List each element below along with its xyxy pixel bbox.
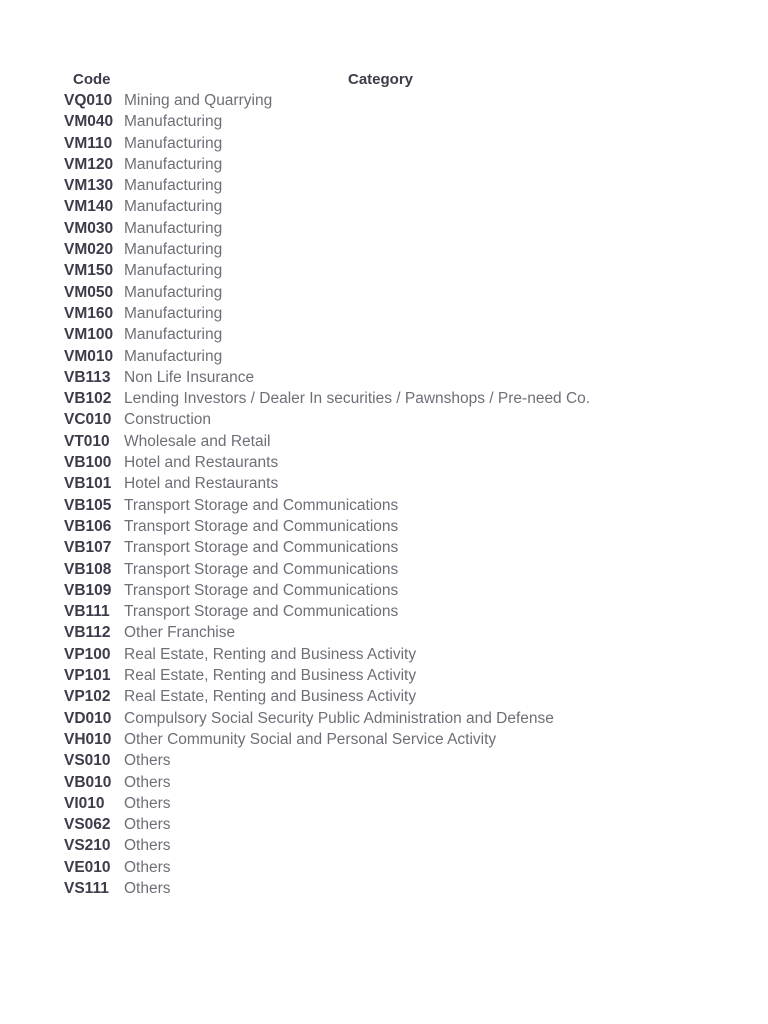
table-row	[0, 686, 768, 707]
row-code: VM050	[64, 283, 114, 301]
row-category: Others	[124, 837, 171, 855]
row-code: VM010	[64, 347, 114, 365]
table-row	[0, 601, 768, 622]
row-code: VB113	[64, 368, 111, 386]
row-code: VQ010	[64, 92, 113, 109]
table-row	[0, 473, 768, 494]
row-code: VB100	[64, 454, 112, 472]
row-category: Manufacturing	[124, 262, 223, 280]
table-row	[0, 452, 768, 473]
table-row	[0, 388, 768, 409]
table-row	[0, 431, 768, 452]
row-code: VM150	[64, 262, 114, 280]
row-category: Other Community Social and Personal Service Activity	[124, 730, 497, 748]
table-row	[0, 750, 768, 771]
table-body	[0, 90, 768, 899]
row-category: Mining and Quarrying	[124, 92, 273, 109]
row-code: VH010	[64, 730, 112, 748]
row-code: VB112	[64, 624, 111, 642]
row-category: Real Estate, Renting and Business Activity	[124, 667, 417, 685]
table-row	[0, 793, 768, 814]
table-row	[0, 111, 768, 132]
row-category: Manufacturing	[124, 347, 223, 365]
row-category: Hotel and Restaurants	[124, 454, 279, 472]
row-category: Transport Storage and Communications	[124, 603, 399, 621]
table-row	[0, 282, 768, 303]
row-category: Manufacturing	[124, 198, 223, 216]
row-code: VP101	[64, 667, 111, 685]
row-code: VP100	[64, 645, 111, 663]
row-code: VM160	[64, 304, 114, 322]
table-row	[0, 772, 768, 793]
row-category: Others	[124, 752, 171, 770]
row-code: VB108	[64, 560, 112, 578]
table-row	[0, 324, 768, 345]
table-row	[0, 516, 768, 537]
table-row	[0, 708, 768, 729]
table-row	[0, 367, 768, 388]
row-code: VM130	[64, 177, 114, 195]
row-category: Manufacturing	[124, 283, 223, 301]
row-category: Manufacturing	[124, 241, 223, 259]
row-code: VE010	[64, 858, 111, 876]
row-code: VM030	[64, 219, 114, 237]
row-category: Transport Storage and Communications	[124, 539, 399, 557]
row-code: VS062	[64, 816, 111, 834]
row-category: Compulsory Social Security Public Administration and Defense	[124, 709, 554, 727]
table-row	[0, 90, 768, 111]
row-code: VC010	[64, 411, 112, 429]
row-category: Manufacturing	[124, 304, 223, 322]
row-category: Manufacturing	[124, 177, 223, 195]
table-row	[0, 154, 768, 175]
table-row	[0, 814, 768, 835]
row-code: VD010	[64, 709, 112, 727]
row-category: Construction	[124, 411, 212, 429]
row-code: VM100	[64, 326, 114, 344]
row-category: Others	[124, 773, 171, 791]
row-code: VT010	[64, 432, 110, 450]
row-code: VB101	[64, 475, 112, 493]
table-row	[0, 409, 768, 430]
table-row	[0, 857, 768, 878]
row-code: VM120	[64, 155, 114, 173]
table-row	[0, 622, 768, 643]
table-row	[0, 559, 768, 580]
row-category: Transport Storage and Communications	[124, 496, 399, 514]
row-category: Manufacturing	[124, 219, 223, 237]
category-column-header: Category	[348, 71, 414, 88]
row-code: VB102	[64, 390, 112, 408]
row-category: Others	[124, 816, 171, 834]
table-row	[0, 260, 768, 281]
row-category: Manufacturing	[124, 326, 223, 344]
row-code: VS010	[64, 752, 111, 770]
row-category: Manufacturing	[124, 113, 223, 131]
row-code: VB109	[64, 581, 112, 599]
row-code: VM020	[64, 241, 114, 259]
row-category: Hotel and Restaurants	[124, 475, 279, 493]
row-category: Wholesale and Retail	[124, 432, 271, 450]
table-row	[0, 175, 768, 196]
row-category: Transport Storage and Communications	[124, 560, 399, 578]
row-category: Manufacturing	[124, 134, 223, 152]
table-row	[0, 729, 768, 750]
row-category: Others	[124, 794, 171, 812]
row-code: VB010	[64, 773, 112, 791]
row-code: VB111	[64, 603, 110, 621]
row-category: Non Life Insurance	[124, 368, 255, 386]
row-category: Transport Storage and Communications	[124, 517, 399, 535]
table-row	[0, 495, 768, 516]
row-code: VP102	[64, 688, 111, 706]
row-category: Others	[124, 879, 171, 897]
table-row	[0, 644, 768, 665]
row-code: VB107	[64, 539, 112, 557]
row-code: VM040	[64, 113, 114, 131]
table-row	[0, 133, 768, 154]
row-category: Lending Investors / Dealer In securities / Pawnshops / Pre-need Co.	[124, 390, 591, 408]
table-row	[0, 665, 768, 686]
row-category: Other Franchise	[124, 624, 236, 642]
code-column-header: Code	[73, 71, 111, 88]
row-code: VM110	[64, 134, 113, 152]
row-code: VS111	[64, 879, 109, 897]
table-row	[0, 303, 768, 324]
table-row	[0, 346, 768, 367]
row-code: VM140	[64, 198, 114, 216]
row-code: VB105	[64, 496, 112, 514]
table-header	[0, 69, 768, 90]
table-row	[0, 835, 768, 856]
table-row	[0, 537, 768, 558]
table-row	[0, 239, 768, 260]
table-row	[0, 196, 768, 217]
row-code: VB106	[64, 517, 112, 535]
row-category: Real Estate, Renting and Business Activity	[124, 645, 417, 663]
row-category: Others	[124, 858, 171, 876]
row-category: Manufacturing	[124, 155, 223, 173]
row-category: Real Estate, Renting and Business Activity	[124, 688, 417, 706]
row-code: VS210	[64, 837, 111, 855]
table-row	[0, 580, 768, 601]
row-code: VI010	[64, 794, 105, 812]
table-row	[0, 218, 768, 239]
row-category: Transport Storage and Communications	[124, 581, 399, 599]
table-row	[0, 878, 768, 899]
